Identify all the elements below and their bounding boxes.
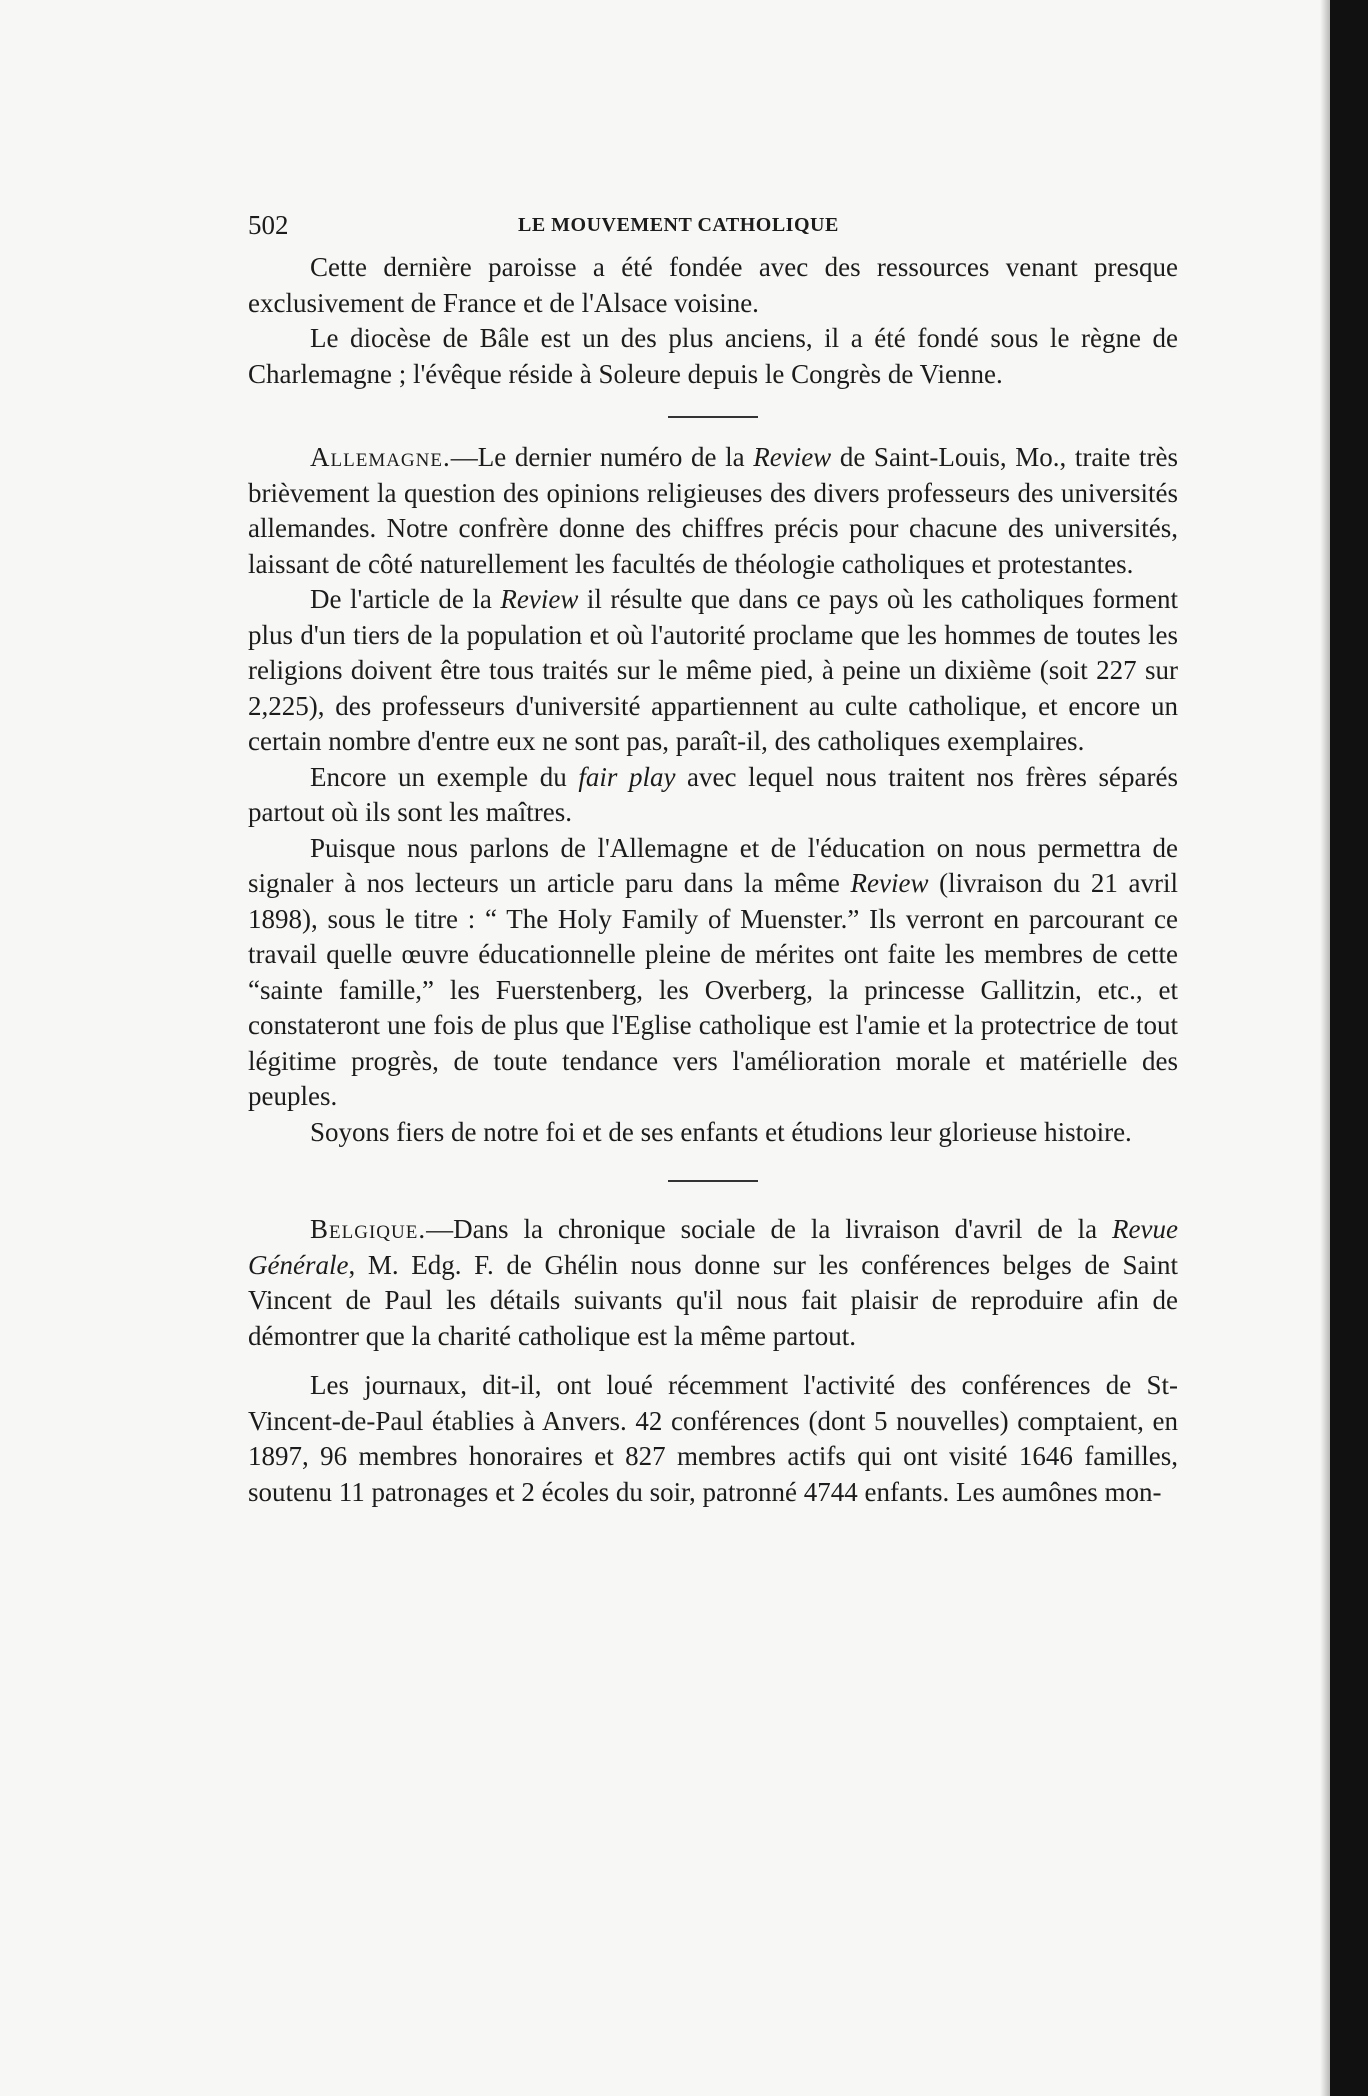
paragraph-5: Encore un exemple du fair play avec lequel nous traitent nos frères séparés partout où ils sont les maîtres. (248, 761, 1179, 827)
book-page (248, 210, 1178, 1510)
paragraph-1: Cette dernière paroisse a été fondée avec des ressources venant presque exclusivement de France et de l'Alsace voisine. (248, 252, 1178, 318)
paragraph-belgique: Belgique.—Dans la chronique sociale de la livraison d'avril de la Revue Générale, M. Edg. F. de Ghélin nous donne sur les conférences belges de Saint Vincent de Paul les détails suivants qu'il nous fait plaisir de reproduire afin de démontrer que la charité catholique est la même partout. (248, 1214, 1178, 1351)
section-label-belgique: Belgique. (310, 1214, 427, 1244)
book-spine-edge (1330, 0, 1368, 2096)
paragraph-2: Le diocèse de Bâle est un des plus anciens, il a été fondé sous le règne de Charlemagne ; l'évêque réside à Soleure depuis le Congrès de Vienne. (248, 323, 1178, 389)
page-edge-shadow (1320, 0, 1330, 2096)
page-header (248, 210, 1178, 250)
running-title: LE MOUVEMENT CATHOLIQUE (518, 214, 839, 236)
body-text (248, 250, 1178, 1510)
paragraph-9: Les journaux, dit-il, ont loué récemment l'activité des conférences de St-Vincent-de-Paul établies à Anvers. 42 conférences (dont 5 nouvelles) comptaient, en 1897, 96 membres honoraires et 827 membres actifs qui ont visité 1646 familles, soutenu 11 patronages et 2 écoles du soir, patronné 4744 enfants. Les aumônes mon- (248, 1370, 1178, 1507)
paragraph-allemagne: Allemagne.—Le dernier numéro de la Review de Saint-Louis, Mo., traite très brièvement la question des opinions religieuses des divers professeurs des universités allemandes. Notre confrère donne des chiffres précis pour chacune des universités, laissant de côté naturellement les facultés de théologie catholiques et protestantes. (248, 442, 1179, 579)
section-label-allemagne: Allemagne. (310, 442, 451, 472)
paragraph-4: De l'article de la Review il résulte que dans ce pays où les catholiques forment plus d'un tiers de la population et où l'autorité proclame que les hommes de toutes les religions doivent être tous traités sur le même pied, à peine un dixième (soit 227 sur 2,225), des professeurs d'université appartiennent au culte catholique, et encore un certain nombre d'entre eux ne sont pas, paraît-il, des catholiques exemplaires. (248, 584, 1178, 756)
paragraph-7: Soyons fiers de notre foi et de ses enfants et étudions leur glorieuse histoire. (310, 1116, 1132, 1147)
paragraph-6: Puisque nous parlons de l'Allemagne et de l'éducation on nous permettra de signaler à nos lecteurs un article paru dans la même Review (livraison du 21 avril 1898), sous le titre : “ The Holy Family of Muenster.” Ils verront en parcourant ce travail quelle œuvre éducationnelle pleine de mérites ont faite les membres de cette “sainte famille,” les Fuerstenberg, les Overberg, la princesse Gallitzin, etc., et constateront une fois de plus que l'Eglise catholique est l'amie et la protectrice de tout légitime progrès, de toute tendance vers l'amélioration morale et matérielle des peuples. (248, 832, 1178, 1111)
page-number: 502 (248, 210, 289, 240)
